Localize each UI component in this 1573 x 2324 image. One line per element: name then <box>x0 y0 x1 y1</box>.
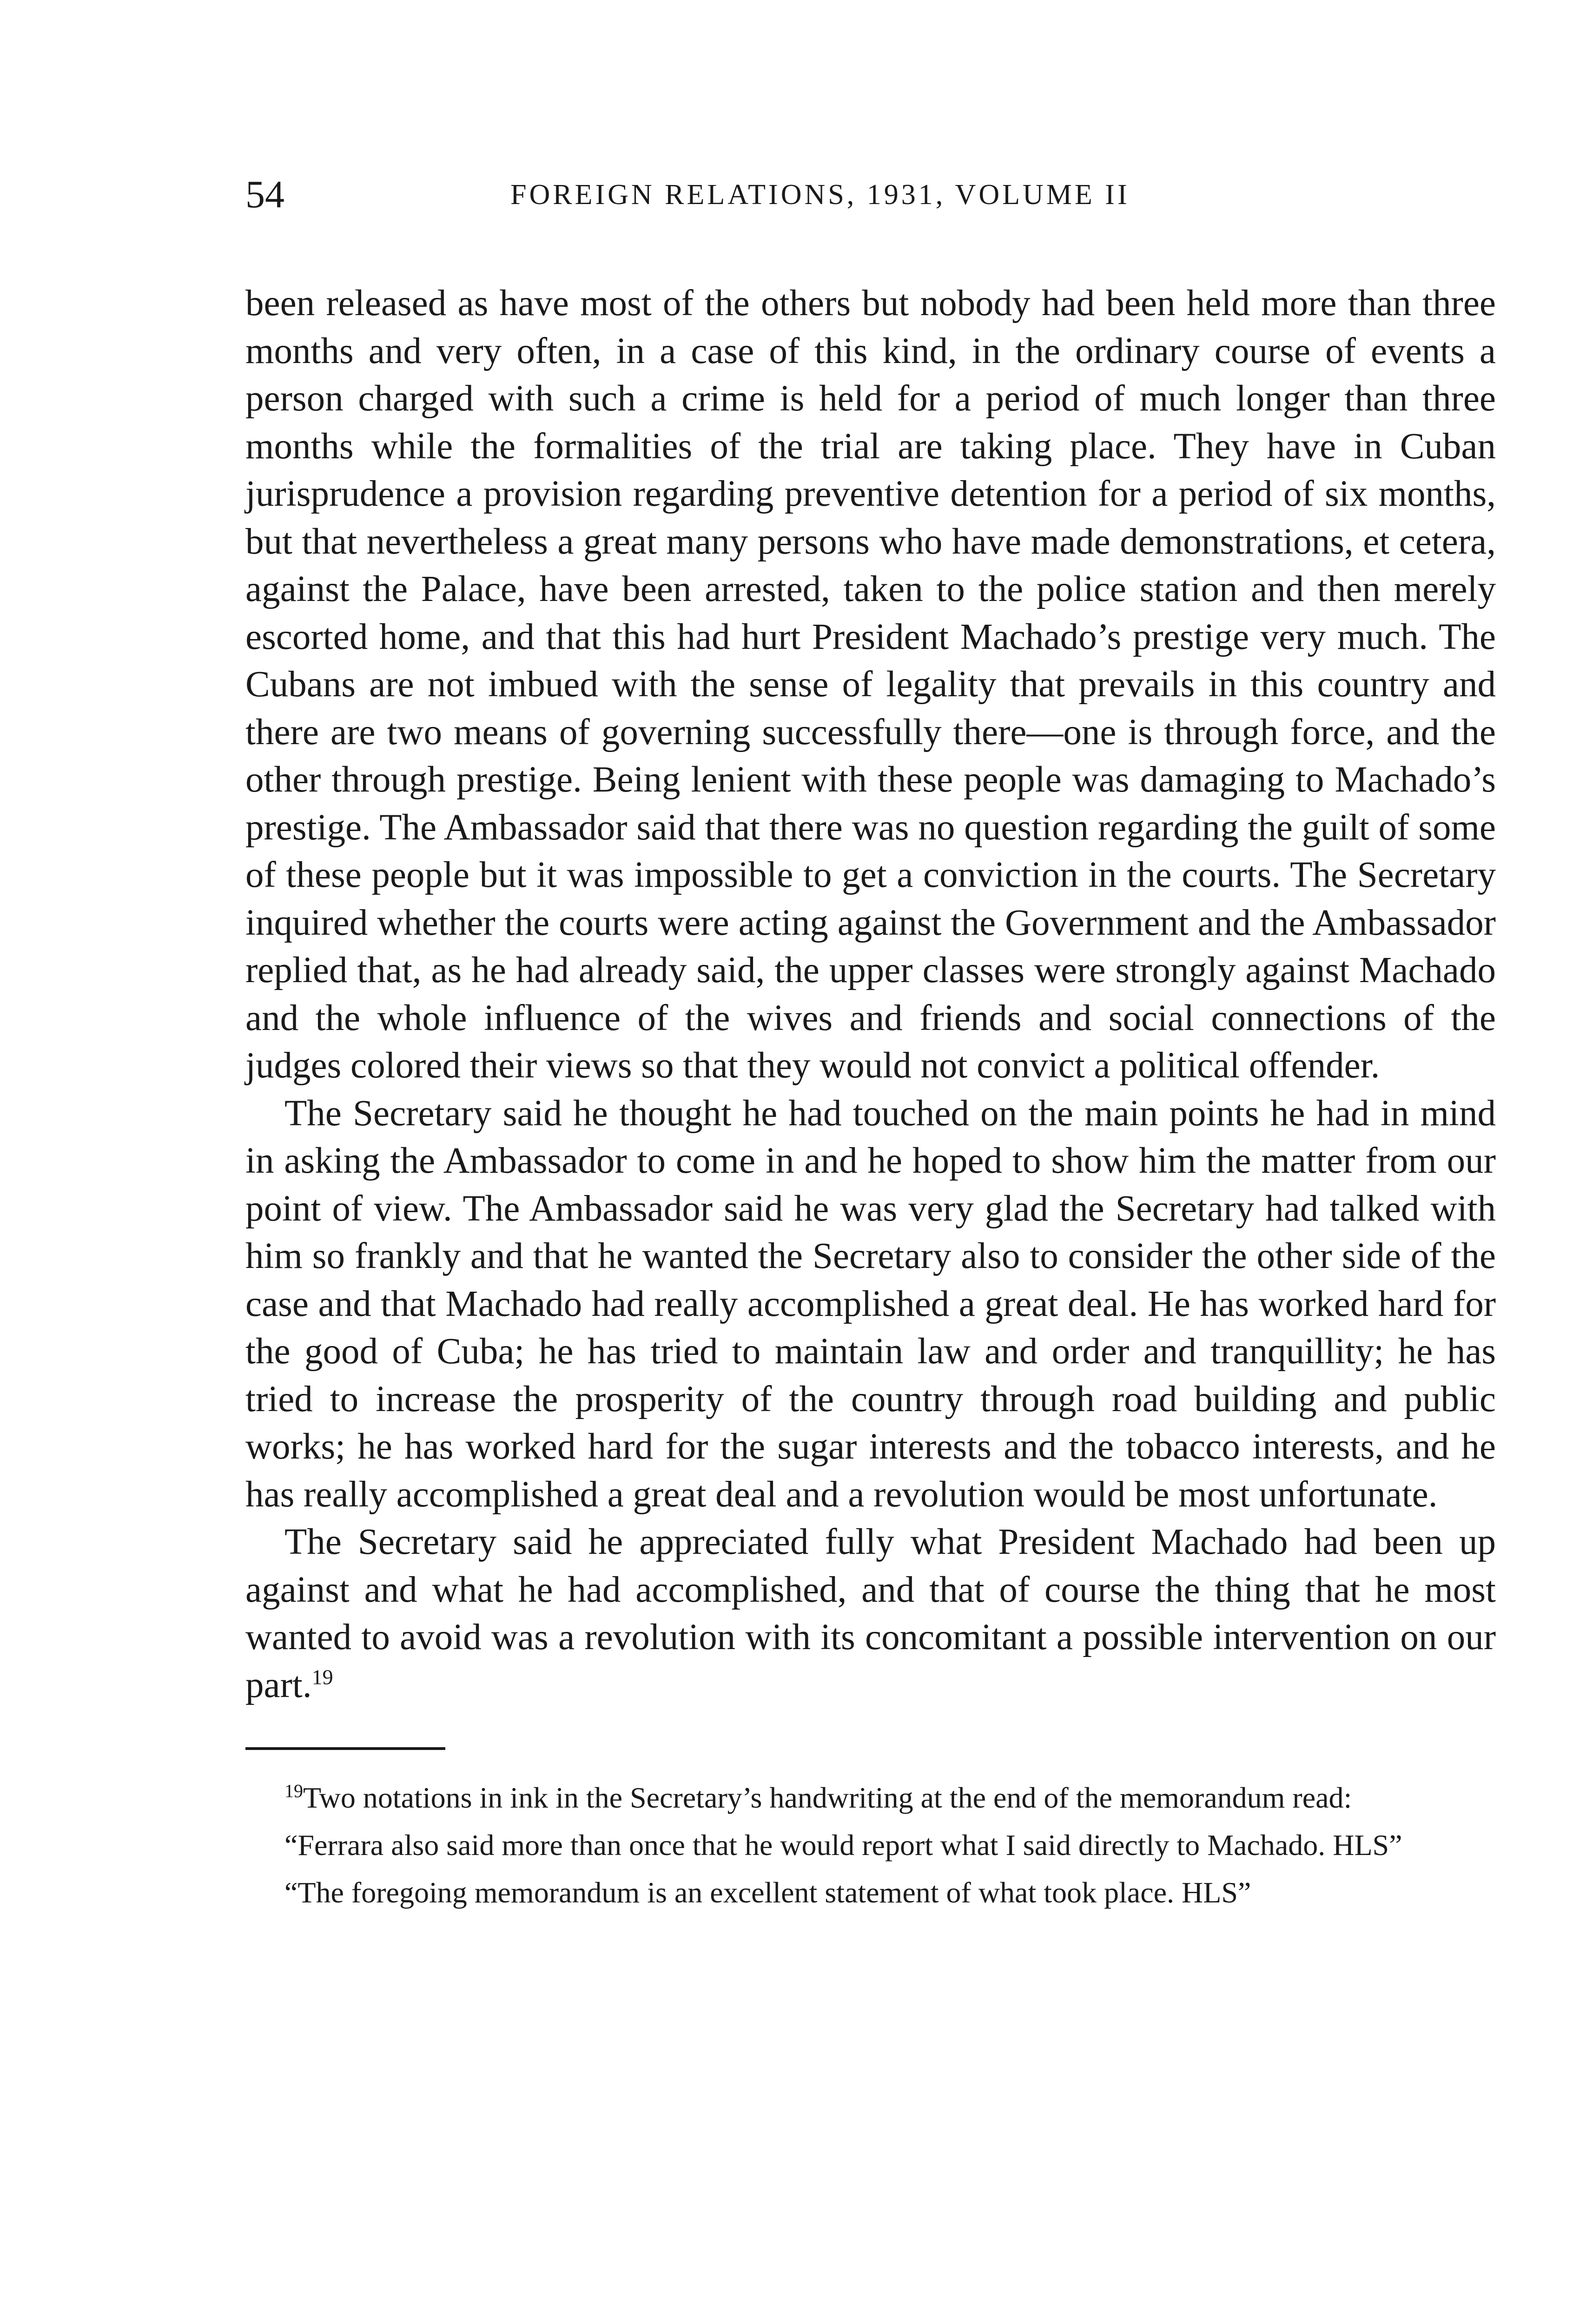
footnote-divider <box>245 1747 445 1750</box>
paragraph-3 <box>245 1519 1496 1709</box>
running-head <box>245 163 1496 218</box>
footnote-text: Two notations in ink in the Secretary’s handwriting at the end of the memorandum read: <box>303 1781 1352 1814</box>
paragraph-3-text: The Secretary said he appreciated fully what President Machado had been up against and what he had accomplished, and that of course the thing that he most wanted to avoid was a revolution with its concomitant a possible intervention on our part. <box>245 1522 1496 1705</box>
footnote-19 <box>245 1780 1496 1814</box>
footnote-quote-1: “Ferrara also said more than once that he would report what I said directly to Machado. HLS” <box>284 1829 1402 1862</box>
footnotes <box>245 1780 1496 1909</box>
running-title: FOREIGN RELATIONS, 1931, VOLUME II <box>510 179 1130 211</box>
page-number: 54 <box>245 173 284 216</box>
paragraph-1: been released as have most of the others but nobody had been held more than three months and very often, in a case of this kind, in the ordinary course of events a person charged with such a crime is held for a period of much longer than three months while the formalities of the trial are taking place. They have in Cuban jurisprudence a provision regarding preventive detention for a period of six months, but that nevertheless a great many persons who have made demonstrations, et cetera, against the Palace, have been arrested, taken to the police station and then merely escorted home, and that this had hurt President Machado’s prestige very much. The Cubans are not imbued with the sense of legality that prevails in this country and there are two means of governing successfully there—one is through force, and the other through prestige. Being lenient with these people was damaging to Machado’s prestige. The Ambassador said that there was no question regarding the guilt of some of these people but it was impossible to get a conviction in the courts. The Secretary inquired whether the courts were acting against the Government and the Ambassador replied that, as he had already said, the upper classes were strongly against Machado and the whole influence of the wives and friends and social connections of the judges colored their views so that they would not convict a political offender. <box>245 283 1496 1086</box>
footnote-reference[interactable]: 19 <box>311 1665 333 1689</box>
footnote-quote-2: “The foregoing memorandum is an excellent statement of what took place. HLS” <box>284 1876 1251 1909</box>
body-text <box>245 280 1496 1709</box>
paragraph-2: The Secretary said he thought he had touched on the main points he had in mind in asking the Ambassador to come in and he hoped to show him the matter from our point of view. The Ambassador said he was very glad the Secretary had talked with him so frankly and that he wanted the Secretary also to consider the other side of the case and that Machado had really accomplished a great deal. He has worked hard for the good of Cuba; he has tried to maintain law and order and tranquillity; he has tried to increase the prosperity of the country through road building and public works; he has worked hard for the sugar interests and the tobacco interests, and he has really accomplished a great deal and a revolution would be most unfortunate. <box>245 1093 1496 1515</box>
document-page <box>245 163 1496 1926</box>
footnote-marker: 19 <box>284 1780 303 1802</box>
